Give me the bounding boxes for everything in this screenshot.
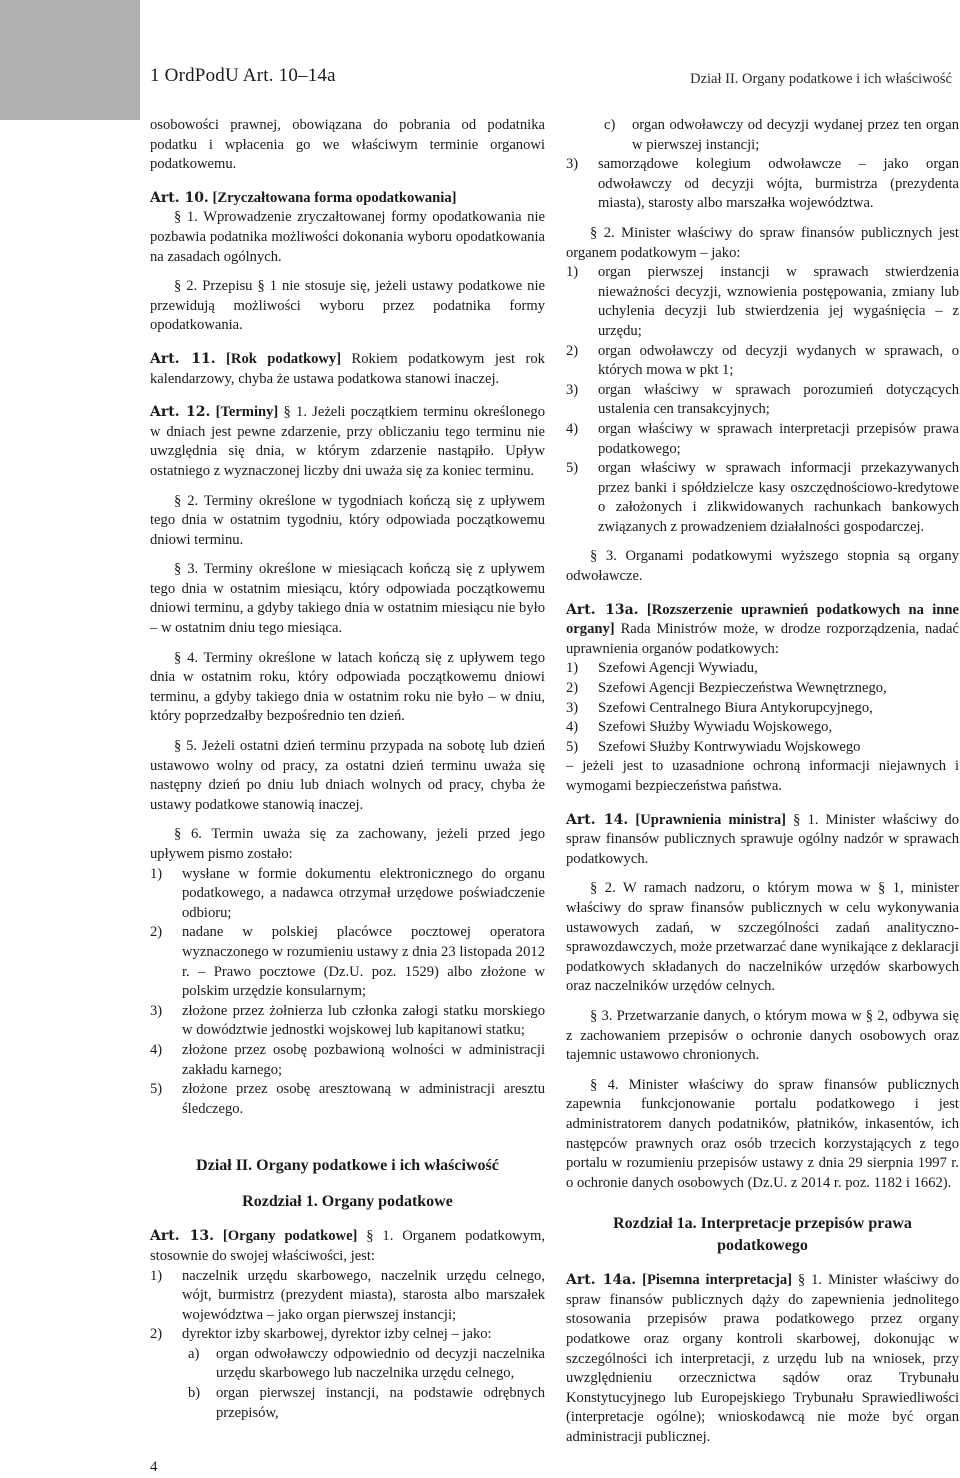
art12-para-2: § 2. Terminy określone w tygodniach kończą się z upływem tego dnia w ostatnim tygodniu, który odpowiada początkowemu dniowi terminu. [150, 492, 545, 548]
list-item [566, 459, 959, 537]
article-text: § 1. Organem podatkowym, stosownie do swojej właściwości, jest: [150, 1228, 545, 1264]
list-number: 3) [566, 381, 579, 398]
article-number: Art. 11. [150, 350, 216, 367]
running-header-right: Dział II. Organy podatkowe i ich właściwość [690, 71, 952, 87]
list-item [566, 679, 959, 699]
article-title: [Rok podatkowy] [226, 350, 342, 367]
article-text: Rada Ministrów może, w drodze rozporządzenia, nadać uprawnienia organów podatkowych: [566, 621, 960, 657]
sublist-item [150, 1345, 545, 1384]
list-number: 1) [150, 865, 163, 882]
article-title: [Rozszerzenie uprawnień podatkowych na inne organy] [566, 601, 959, 638]
left-column [150, 116, 545, 1423]
sublist-letter: a) [188, 1345, 200, 1362]
list-item [150, 1325, 545, 1345]
list-item [566, 659, 959, 679]
list-text: nadane w polskiej placówce pocztowej operatora wyznaczonego w rozumieniu ustawy z dnia 23 listopada 2012 r. – Prawo pocztowe (Dz.U. poz. 1529) albo złożone w polskim urzędzie konsularnym; [182, 924, 545, 1000]
sublist-letter: c) [604, 117, 616, 133]
list-number: 4) [566, 719, 579, 736]
list-text: organ właściwy w sprawach interpretacji przepisów prawa podatkowego; [598, 420, 959, 457]
article-number: Art. 13a. [566, 601, 639, 618]
list-text: organ pierwszej instancji w sprawach stwierdzenia nieważności decyzji, wznowienia postępowania, zmiany lub uchylenia decyzji lub stwierdzenia jej wygaśnięcia – z urzędu; [598, 264, 959, 339]
article-text: § 1. Minister właściwy do spraw finansów publicznych dąży do zapewnienia jednolitego stosowania przepisów prawa podatkowego przez organy podatkowe oraz organy kontroli skarbowej, dokonując w szczególności ich interpretacji, z urzędu lub na wniosek, przy uwzględnieniu orzecznictwa sądów oraz Trybunału Konstytucyjnego lub Europejskiego Trybunału Sprawiedliwości (interpretacje ogólne); wnioskodawcą nie może być organ administracji publicznej. [566, 1272, 959, 1446]
list-item [150, 1267, 545, 1326]
gray-corner-tab [0, 0, 140, 120]
art10-heading [150, 189, 545, 209]
art12-para-6: § 6. Termin uważa się za zachowany, jeżeli przed jego upływem pismo zostało: [150, 826, 545, 862]
art12-para-4: § 4. Terminy określone w latach kończą się z upływem tego dnia w ostatnim roku, który odpowiada początkowemu dniowi terminu, a gdyby takiego dnia w ostatnim roku nie było – w dniu, który poprzedzałby bezpośrednio ten dzień. [150, 649, 545, 725]
list-item [566, 381, 959, 420]
right-column [566, 116, 959, 1448]
sublist-text: organ odwoławczy odpowiednio od decyzji naczelnika urzędu skarbowego lub naczelnika urzędu celnego, [216, 1345, 545, 1382]
art12-para-5: § 5. Jeżeli ostatni dzień terminu przypada na sobotę lub dzień ustawowo wolny od pracy, za ostatni dzień terminu uważa się następny dzień po dniu lub dniach wolnych od pracy, chyba że ustawy podatkowe stanowią inaczej. [150, 738, 545, 813]
article-text: § 1. Jeżeli początkiem terminu określonego w dniach jest pewne zdarzenie, przy obliczaniu tego terminu nie uwzględnia się dnia, w którym zdarzenie nastąpiło. Upływ ostatniego z wyznaczonej liczby dni uważa się za koniec terminu. [150, 404, 545, 479]
list-item [150, 923, 545, 1001]
list-item [150, 1041, 545, 1080]
list-text: Szefowi Służby Wywiadu Wojskowego, [598, 719, 833, 736]
article-title: [Terminy] [215, 404, 279, 421]
article-number: Art. 10. [150, 189, 209, 206]
article-title: [Organy podatkowe] [222, 1228, 358, 1245]
list-text: organ odwoławczy od decyzji wydanych w sprawach, o których mowa w pkt 1; [598, 342, 959, 379]
list-number: 5) [566, 460, 579, 477]
running-header-left: 1 OrdPodU Art. 10–14a [150, 65, 336, 86]
list-number: 2) [150, 1326, 163, 1343]
sublist-item [566, 116, 959, 155]
list-text: Szefowi Agencji Bezpieczeństwa Wewnętrznego, [598, 680, 887, 697]
list-item [150, 865, 545, 924]
art14-paragraph-1 [566, 811, 959, 870]
art13a-paragraph [566, 601, 959, 660]
article-number: Art. 13. [150, 1228, 215, 1245]
list-text: organ właściwy w sprawach informacji przekazywanych przez banki i spółdzielcze kasy oszczędnościowo-kredytowe o założonych i zlikwidowanych rachunkach bankowych związanych z prowadzeniem działalności gospodarczej. [598, 460, 959, 535]
list-item [566, 155, 959, 214]
list-number: 2) [566, 680, 579, 697]
list-item [566, 342, 959, 381]
article-text: Rokiem podatkowym jest rok kalendarzowy, chyba że ustawa podatkowa stanowi inaczej. [150, 350, 545, 387]
list-number: 3) [566, 699, 579, 716]
list-number: 2) [566, 342, 579, 359]
art12-para-3: § 3. Terminy określone w miesiącach kończą się z upływem tego dnia w ostatnim miesiącu, który odpowiada początkowemu dniowi terminu, a gdyby takiego dnia w ostatnim miesiącu nie było – w ostatnim dniu tego miesiąca. [150, 561, 545, 637]
article-title: [Uprawnienia ministra] [635, 811, 787, 828]
art10-para-2: § 2. Przepisu § 1 nie stosuje się, jeżeli ustawy podatkowe nie przewidują możliwości wyboru przez podatnika formy opodatkowania. [150, 278, 545, 334]
list-text: Szefowi Agencji Wywiadu, [598, 660, 758, 677]
list-text: złożone przez żołnierza lub członka załogi statku morskiego w dowództwie jednostki wojskowej lub kapitanowi statku; [182, 1002, 545, 1039]
chapter-heading: Rozdział 1. Organy podatkowe [242, 1193, 453, 1211]
intro-paragraph: osobowości prawnej, obowiązana do pobrania od podatnika podatku i wpłacenia go we właściwym terminie organowi podatkowemu. [150, 117, 545, 173]
list-item [150, 1002, 545, 1041]
list-number: 3) [150, 1002, 163, 1019]
article-title: [Zryczałtowana forma opodatkowania] [212, 189, 457, 206]
page-number: 4 [150, 1459, 158, 1475]
list-number: 5) [150, 1081, 163, 1098]
list-number: 4) [150, 1041, 163, 1058]
list-item [566, 718, 959, 738]
list-text: dyrektor izby skarbowej, dyrektor izby celnej – jako: [182, 1326, 492, 1343]
article-title: [Pisemna interpretacja] [642, 1272, 792, 1289]
article-number: Art. 14a. [566, 1272, 637, 1289]
art12-paragraph-1 [150, 403, 545, 481]
list-item [566, 738, 959, 758]
list-number: 5) [566, 738, 579, 755]
art14-para-2: § 2. W ramach nadzoru, o którym mowa w § 1, minister właściwy do spraw finansów publicznych w celu wykonywania ustawowych zadań, w szczególności zadań analityczno-sprawozdawczych, może przetwarzać dane wynikające z deklaracji podatkowych składanych do naczelników urzędów skarbowych oraz naczelników urzędów celnych. [566, 880, 959, 995]
list-text: organ właściwy w sprawach porozumień dotyczących ustalenia cen transakcyjnych; [598, 381, 959, 418]
list-item [566, 699, 959, 719]
list-number: 4) [566, 420, 579, 437]
list-text: samorządowe kolegium odwoławcze – jako organ odwoławczy od decyzji wójta, burmistrza (prezydenta miasta), starosty albo marszałka województwa. [598, 156, 959, 212]
sublist-letter: b) [188, 1385, 201, 1402]
art13-para-3: § 3. Organami podatkowymi wyższego stopnia są organy odwoławcze. [566, 548, 959, 585]
article-text: § 1. Minister właściwy do spraw finansów publicznych sprawuje ogólny nadzór w sprawach podatkowych. [566, 811, 960, 867]
list-number: 2) [150, 924, 163, 941]
chapter-1a-heading: Rozdział 1a. Interpretacje przepisów prawa podatkowego [613, 1215, 912, 1255]
art13-paragraph [150, 1227, 545, 1266]
art13-para-2: § 2. Minister właściwy do spraw finansów publicznych jest organem podatkowym – jako: [566, 224, 959, 261]
list-number: 1) [566, 264, 579, 281]
list-text: Szefowi Centralnego Biura Antykorupcyjnego, [598, 699, 873, 716]
sublist-text: organ odwoławczy od decyzji wydanej przez ten organ w pierwszej instancji; [632, 117, 959, 153]
list-text: Szefowi Służby Kontrwywiadu Wojskowego [598, 738, 861, 755]
list-number: 1) [566, 660, 579, 677]
sublist-text: organ pierwszej instancji, na podstawie odrębnych przepisów, [216, 1385, 545, 1421]
list-number: 3) [566, 156, 579, 173]
art14a-paragraph [566, 1271, 959, 1447]
list-text: wysłane w formie dokumentu elektronicznego do organu podatkowego, a nadawca otrzymał urzędowe poświadczenie odbioru; [182, 865, 545, 921]
division-heading: Dział II. Organy podatkowe i ich właściwość [196, 1157, 499, 1175]
art11-paragraph [150, 350, 545, 389]
art10-para-1: § 1. Wprowadzenie zryczałtowanej formy opodatkowania nie pozbawia podatnika możliwości dokonania wyboru opodatkowania na zasadach ogólnych. [150, 209, 545, 265]
list-item [566, 263, 959, 341]
sublist-item [150, 1384, 545, 1423]
list-text: złożone przez osobę pozbawioną wolności w administracji zakładu karnego; [182, 1041, 545, 1078]
list-text: naczelnik urzędu skarbowego, naczelnik urzędu celnego, wójt, burmistrz (prezydent miasta), starosta albo marszałek województwa – jako organ pierwszej instancji; [182, 1267, 545, 1323]
list-number: 1) [150, 1267, 163, 1284]
list-text: złożone przez osobę aresztowaną w administracji aresztu śledczego. [182, 1081, 545, 1117]
list-item [566, 420, 959, 459]
art13a-tail: – jeżeli jest to uzasadnione ochroną informacji niejawnych i wymogami bezpieczeństwa państwa. [566, 758, 959, 794]
art14-para-4: § 4. Minister właściwy do spraw finansów publicznych zapewnia funkcjonowanie portalu podatkowego i jest administratorem danych podatników, płatników, inkasentów, ich następców prawnych oraz osób trzecich korzystających z tego portalu w rozumieniu przepisów ustawy z dnia 29 sierpnia 1997 r. o ochronie danych osobowych (Dz.U. z 2014 r. poz. 1182 i 1662). [566, 1076, 959, 1191]
article-number: Art. 14. [566, 811, 629, 828]
list-item [150, 1080, 545, 1119]
article-number: Art. 12. [150, 404, 211, 421]
art14-para-3: § 3. Przetwarzanie danych, o którym mowa w § 2, odbywa się z zachowaniem przepisów o ochronie danych osobowych oraz tajemnic ustawowo chronionych. [566, 1007, 959, 1064]
